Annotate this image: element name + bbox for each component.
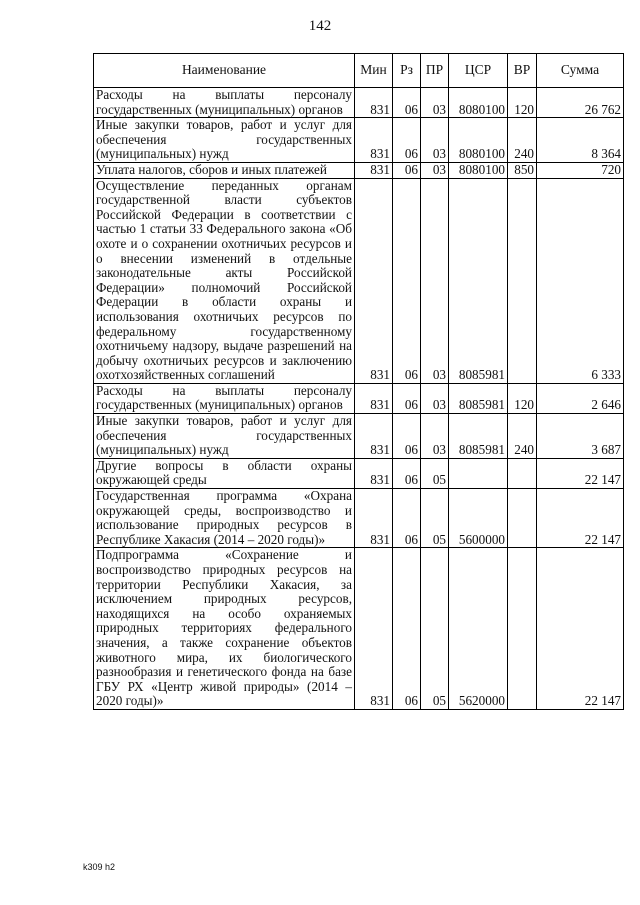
row-sum: 3 687 [537, 414, 624, 459]
footer-code: k309 h2 [83, 862, 116, 872]
row-sum: 26 762 [537, 88, 624, 118]
row-rz: 06 [393, 162, 421, 178]
row-vr [508, 489, 537, 548]
row-sum: 22 147 [537, 489, 624, 548]
row-vr: 850 [508, 162, 537, 178]
header-name: Наименование [94, 54, 355, 88]
row-pr: 03 [421, 162, 449, 178]
row-pr: 03 [421, 118, 449, 163]
row-rz: 06 [393, 414, 421, 459]
row-rz: 06 [393, 548, 421, 710]
row-rz: 06 [393, 458, 421, 488]
row-name: Иные закупки товаров, работ и услуг для обеспечения государственных (муниципальных) нужд [94, 118, 355, 163]
header-min: Мин [355, 54, 393, 88]
row-rz: 06 [393, 88, 421, 118]
row-sum: 720 [537, 162, 624, 178]
table-row [94, 118, 624, 163]
row-csr: 8085981 [449, 178, 508, 383]
header-vr: ВР [508, 54, 537, 88]
row-min: 831 [355, 383, 393, 413]
page-number: 142 [308, 18, 332, 34]
row-csr: 8085981 [449, 414, 508, 459]
row-min: 831 [355, 88, 393, 118]
budget-table [93, 53, 624, 710]
row-name: Расходы на выплаты персоналу государственных (муниципальных) органов [94, 88, 355, 118]
row-vr: 120 [508, 88, 537, 118]
row-pr: 05 [421, 489, 449, 548]
header-sum: Сумма [537, 54, 624, 88]
header-rz: Рз [393, 54, 421, 88]
row-name: Государственная программа «Охрана окружающей среды, воспроизводство и использование природных ресурсов в Республике Хакасия (2014 – 2020 годы)» [94, 489, 355, 548]
header-csr: ЦСР [449, 54, 508, 88]
row-csr: 8080100 [449, 162, 508, 178]
row-csr: 8085981 [449, 383, 508, 413]
row-pr: 03 [421, 414, 449, 459]
table-header-row [94, 54, 624, 88]
table-row [94, 458, 624, 488]
table-row [94, 88, 624, 118]
row-vr: 240 [508, 414, 537, 459]
row-name: Уплата налогов, сборов и иных платежей [94, 162, 355, 178]
header-pr: ПР [421, 54, 449, 88]
row-name: Подпрограмма «Сохранение и воспроизводство природных ресурсов на территории Республики Хакасия, за исключением природных ресурсов, находящихся на особо охраняемых природных территориях федерального значения, а также сохранение объектов животного мира, их биологического разнообразия и генетического фонда на базе ГБУ РХ «Центр живой природы» (2014 – 2020 годы)» [94, 548, 355, 710]
row-sum: 6 333 [537, 178, 624, 383]
row-rz: 06 [393, 383, 421, 413]
row-pr: 03 [421, 88, 449, 118]
row-min: 831 [355, 414, 393, 459]
row-name: Иные закупки товаров, работ и услуг для обеспечения государственных (муниципальных) нужд [94, 414, 355, 459]
row-min: 831 [355, 489, 393, 548]
table-row [94, 383, 624, 413]
row-name: Другие вопросы в области охраны окружающей среды [94, 458, 355, 488]
row-min: 831 [355, 178, 393, 383]
row-csr: 5620000 [449, 548, 508, 710]
row-sum: 2 646 [537, 383, 624, 413]
table-row [94, 162, 624, 178]
table-row [94, 548, 624, 710]
row-csr: 5600000 [449, 489, 508, 548]
row-csr: 8080100 [449, 118, 508, 163]
row-name: Осуществление переданных органам государственной власти субъектов Российской Федерации в соответствии с частью 1 статьи 33 Федерального закона «Об охоте и о сохранении охотничьих ресурсов и о внесении изменений в отдельные законодательные акты Российской Федерации» полномочий Российской Федерации в области охраны и использования охотничьих ресурсов по федеральному государственному охотничьему надзору, выдаче разрешений на добычу охотничьих ресурсов и заключению охотхозяйственных соглашений [94, 178, 355, 383]
table-row [94, 414, 624, 459]
row-pr: 05 [421, 458, 449, 488]
row-rz: 06 [393, 489, 421, 548]
row-vr [508, 458, 537, 488]
row-name: Расходы на выплаты персоналу государственных (муниципальных) органов [94, 383, 355, 413]
row-csr: 8080100 [449, 88, 508, 118]
row-min: 831 [355, 458, 393, 488]
row-vr: 240 [508, 118, 537, 163]
table-row [94, 178, 624, 383]
row-csr [449, 458, 508, 488]
row-min: 831 [355, 548, 393, 710]
row-sum: 8 364 [537, 118, 624, 163]
row-vr [508, 548, 537, 710]
row-sum: 22 147 [537, 548, 624, 710]
row-vr [508, 178, 537, 383]
row-min: 831 [355, 162, 393, 178]
row-sum: 22 147 [537, 458, 624, 488]
row-min: 831 [355, 118, 393, 163]
row-vr: 120 [508, 383, 537, 413]
row-pr: 03 [421, 383, 449, 413]
row-rz: 06 [393, 118, 421, 163]
row-rz: 06 [393, 178, 421, 383]
row-pr: 03 [421, 178, 449, 383]
table-row [94, 489, 624, 548]
row-pr: 05 [421, 548, 449, 710]
